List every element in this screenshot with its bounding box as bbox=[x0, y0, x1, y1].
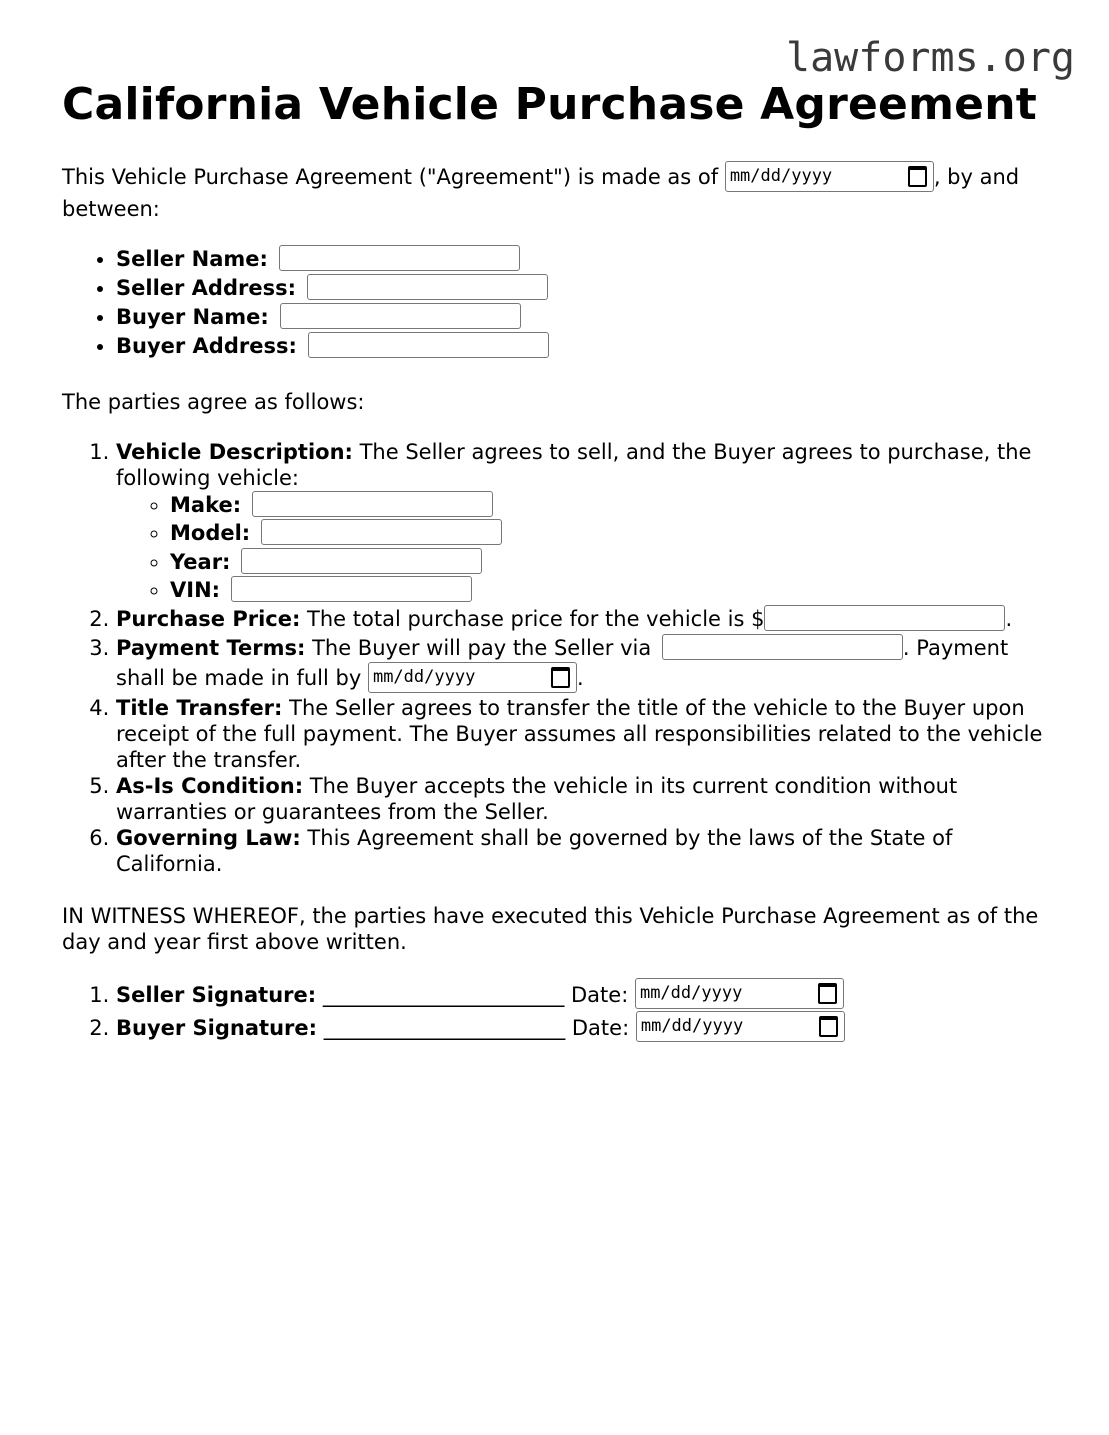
calendar-icon[interactable] bbox=[908, 166, 927, 187]
term-text: The Seller agrees to transfer the title of the vehicle to the Buyer upon receipt of the full payment. The Buyer assumes all responsibilities related to the vehicle after the transfer. bbox=[116, 695, 1043, 772]
buyer-date-input[interactable] bbox=[636, 1011, 845, 1042]
purchase-price-input[interactable] bbox=[764, 605, 1005, 631]
calendar-icon[interactable] bbox=[551, 667, 570, 688]
seller-signature-label: Seller Signature: bbox=[116, 982, 317, 1007]
seller-date-label: Date: bbox=[571, 982, 635, 1007]
vehicle-fields-list bbox=[116, 491, 1062, 605]
list-item bbox=[170, 576, 1062, 605]
list-item bbox=[170, 491, 1062, 520]
intro-text-before: This Vehicle Purchase Agreement ("Agreement") is made as of bbox=[62, 165, 725, 189]
watermark-logo: lawforms.org bbox=[786, 35, 1075, 81]
year-label: Year: bbox=[170, 549, 231, 574]
witness-paragraph: IN WITNESS WHEREOF, the parties have executed this Vehicle Purchase Agreement as of the day and year first above written. bbox=[62, 903, 1039, 954]
buyer-address-input[interactable] bbox=[308, 332, 549, 358]
page-title: California Vehicle Purchase Agreement bbox=[62, 79, 1037, 130]
buyer-name-label: Buyer Name: bbox=[116, 304, 269, 329]
seller-signature-row bbox=[116, 979, 1062, 1012]
term-vehicle-description bbox=[116, 439, 1062, 605]
term-payment-terms bbox=[116, 633, 1062, 695]
calendar-icon[interactable] bbox=[818, 983, 837, 1004]
term-label: Vehicle Description: bbox=[116, 439, 353, 464]
term-label: As-Is Condition: bbox=[116, 773, 304, 798]
list-item bbox=[116, 332, 1062, 361]
vin-label: VIN: bbox=[170, 578, 221, 602]
make-label: Make: bbox=[170, 492, 242, 517]
vin-input[interactable] bbox=[231, 576, 472, 602]
agreement-date-input[interactable] bbox=[725, 161, 934, 192]
term-governing-law bbox=[116, 825, 1062, 877]
term-text-end: . bbox=[1005, 606, 1013, 631]
intro-paragraph bbox=[62, 162, 1062, 225]
buyer-signature-row bbox=[116, 1012, 1062, 1045]
date-placeholder: mm/dd/yyyy bbox=[729, 165, 833, 186]
term-text-end: . bbox=[576, 666, 584, 690]
term-text: The Seller agrees to sell, and the Buyer agrees to purchase, the following vehicle: bbox=[116, 439, 1032, 490]
model-input[interactable] bbox=[261, 519, 502, 545]
make-input[interactable] bbox=[252, 491, 493, 517]
calendar-icon[interactable] bbox=[819, 1016, 838, 1037]
buyer-date-label: Date: bbox=[571, 1015, 636, 1040]
buyer-signature-line: _______________________ bbox=[317, 1015, 572, 1040]
term-purchase-price bbox=[116, 605, 1062, 634]
seller-address-label: Seller Address: bbox=[116, 275, 296, 300]
seller-address-input[interactable] bbox=[307, 274, 548, 300]
term-text-mid: . Payment shall be made in full by bbox=[116, 636, 1009, 690]
year-input[interactable] bbox=[241, 548, 482, 574]
list-item bbox=[170, 548, 1062, 577]
term-text: The Buyer accepts the vehicle in its current condition without warranties or guarantees from the Seller. bbox=[116, 773, 958, 824]
model-label: Model: bbox=[170, 521, 251, 545]
seller-signature-line: _______________________ bbox=[316, 982, 571, 1007]
list-item bbox=[116, 303, 1062, 332]
list-item bbox=[116, 245, 1062, 274]
term-as-is-condition bbox=[116, 773, 1062, 825]
document-page bbox=[62, 78, 1062, 1045]
agree-text: The parties agree as follows: bbox=[62, 389, 365, 414]
term-text: The total purchase price for the vehicle is $ bbox=[300, 606, 765, 631]
buyer-address-label: Buyer Address: bbox=[116, 333, 297, 358]
buyer-name-input[interactable] bbox=[280, 303, 521, 329]
term-text: The Buyer will pay the Seller via bbox=[305, 636, 658, 660]
seller-name-input[interactable] bbox=[279, 245, 520, 271]
list-item bbox=[170, 519, 1062, 548]
signatures-list bbox=[62, 979, 1062, 1045]
term-label: Purchase Price: bbox=[116, 606, 301, 631]
date-placeholder: mm/dd/yyyy bbox=[372, 667, 476, 687]
list-item bbox=[116, 274, 1062, 303]
intro-text-after: , by and between: bbox=[62, 165, 1020, 221]
term-title-transfer bbox=[116, 695, 1062, 773]
buyer-signature-label: Buyer Signature: bbox=[116, 1015, 318, 1040]
parties-list bbox=[62, 245, 1062, 361]
date-placeholder: mm/dd/yyyy bbox=[639, 983, 743, 1003]
seller-name-label: Seller Name: bbox=[116, 246, 268, 271]
term-label: Governing Law: bbox=[116, 825, 301, 850]
payment-method-input[interactable] bbox=[662, 634, 903, 660]
terms-list bbox=[62, 439, 1062, 877]
payment-date-input[interactable] bbox=[368, 662, 577, 693]
date-placeholder: mm/dd/yyyy bbox=[640, 1016, 744, 1036]
term-text: This Agreement shall be governed by the laws of the State of California. bbox=[116, 825, 953, 876]
term-label: Title Transfer: bbox=[116, 695, 283, 720]
seller-date-input[interactable] bbox=[635, 978, 844, 1009]
term-label: Payment Terms: bbox=[116, 636, 306, 660]
